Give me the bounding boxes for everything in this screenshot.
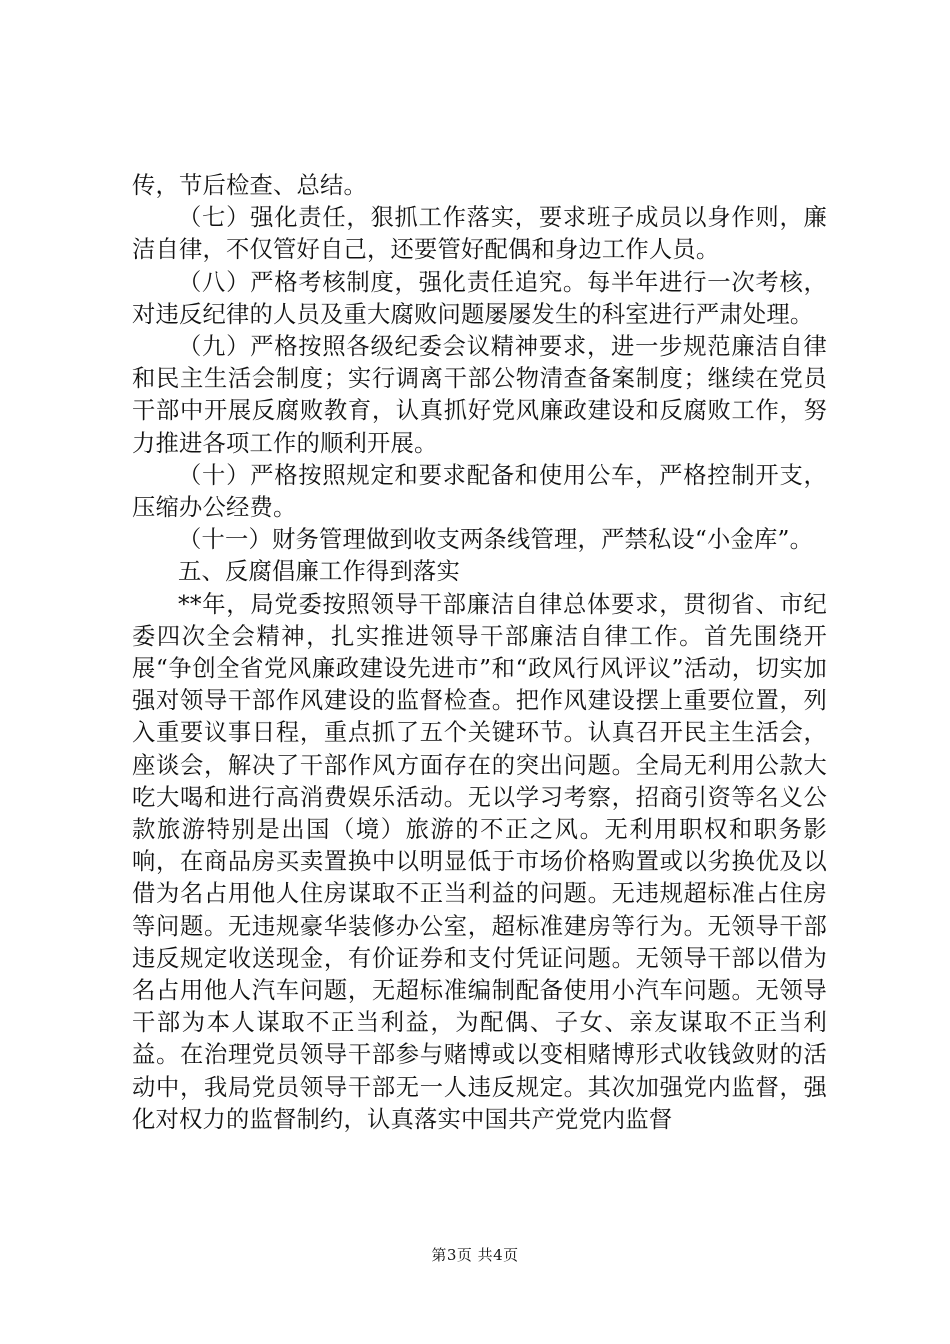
paragraph-7: **年，局党委按照领导干部廉洁自律总体要求，贯彻省、市纪委四次全会精神，扎实推进领导干部廉洁自律工作。首先围绕开展“争创全省党风廉政建设先进市”和“政风行风评议”活动，切实加强对领导干部作风建设的监督检查。把作风建设摆上重要位置，列入重要议事日程，重点抓了五个关键环节。认真召开民主生活会，座谈会，解决了干部作风方面存在的突出问题。全局无利用公款大吃大喝和进行高消费娱乐活动。无以学习考察，招商引资等名义公款旅游特别是出国（境）旅游的不正之风。无利用职权和职务影响，在商品房买卖置换中以明显低于市场价格购置或以劣换优及以借为名占用他人住房谋取不正当利益的问题。无违规超标准占住房等问题。无违规豪华装修办公室，超标准建房等行为。无领导干部违反规定收送现金，有价证券和支付凭证问题。无领导干部以借为名占用他人汽车问题，无超标准编制配备使用小汽车问题。无领导干部为本人谋取不正当利益，为配偶、子女、亲友谋取不正当利益。在治理党员领导干部参与赌博或以变相赌博形式收钱敛财的活动中，我局党员领导干部无一人违反规定。其次加强党内监督，强化对权力的监督制约，认真落实中国共产党党内监督 bbox=[132, 590, 827, 1133]
page-footer: 第3页 共4页 bbox=[431, 1246, 519, 1264]
paragraph-1: 传，节后检查、总结。 bbox=[132, 172, 367, 199]
document-body bbox=[132, 170, 827, 1136]
paragraph-2: （七）强化责任，狠抓工作落实，要求班子成员以身作则，廉洁自律，不仅管好自己，还要管好配偶和身边工作人员。 bbox=[132, 204, 827, 264]
paragraph-6: （十一）财务管理做到收支两条线管理，严禁私设“小金库”。 bbox=[178, 526, 814, 554]
paragraph-4: （九）严格按照各级纪委会议精神要求，进一步规范廉洁自律和民主生活会制度；实行调离干部公物清查备案制度；继续在党员干部中开展反腐败教育，认真抓好党风廉政建设和反腐败工作，努力推进各项工作的顺利开展。 bbox=[132, 333, 827, 457]
paragraph-5: （十）严格按照规定和要求配备和使用公车，严格控制开支，压缩办公经费。 bbox=[132, 461, 827, 522]
section-heading: 五、反腐倡廉工作得到落实 bbox=[178, 558, 460, 586]
paragraph-3: （八）严格考核制度，强化责任追究。每半年进行一次考核，对违反纪律的人员及重大腐败问题屡屡发生的科室进行严肃处理。 bbox=[132, 268, 827, 328]
